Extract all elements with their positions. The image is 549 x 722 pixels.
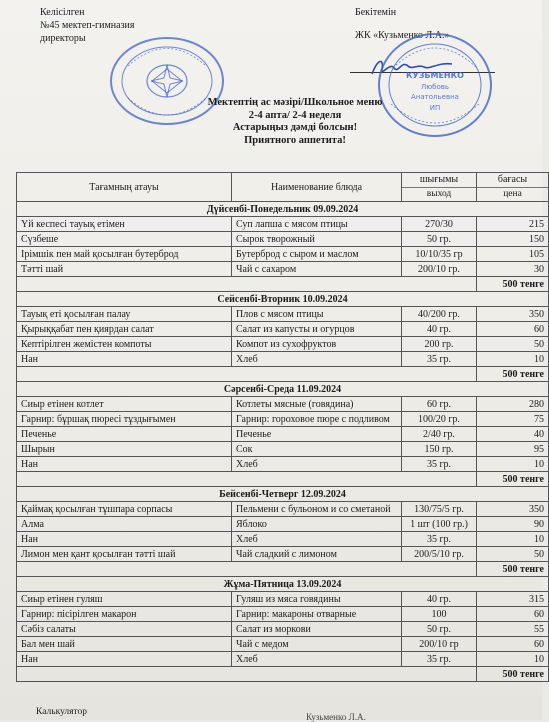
dish-name-kz: Қырыққабат пен қиярдан салат [17, 322, 232, 337]
dish-name-ru: Хлеб [232, 457, 402, 472]
dish-output: 1 шт (100 гр.) [402, 517, 477, 532]
day-total: 500 тенге [477, 472, 549, 487]
dish-name-ru: Сырок творожный [232, 232, 402, 247]
svg-text:ИП: ИП [429, 104, 441, 112]
dish-price: 55 [477, 622, 549, 637]
dish-row [17, 247, 549, 262]
dish-price: 10 [477, 352, 549, 367]
dish-name-ru: Хлеб [232, 532, 402, 547]
dish-output: 270/30 [402, 217, 477, 232]
dish-name-kz: Печенье [17, 427, 232, 442]
dish-name-kz: Ірімшік пен май қосылған бутерброд [17, 247, 232, 262]
dish-row [17, 652, 549, 667]
dish-output: 200/10 гр. [402, 262, 477, 277]
dish-output: 2/40 гр. [402, 427, 477, 442]
dish-name-kz: Нан [17, 532, 232, 547]
day-total: 500 тенге [477, 562, 549, 577]
dish-price: 10 [477, 652, 549, 667]
dish-name-kz: Сәбіз салаты [17, 622, 232, 637]
dish-name-kz: Нан [17, 652, 232, 667]
col-header-output [402, 173, 477, 202]
dish-price: 90 [477, 517, 549, 532]
dish-output: 10/10/35 гр [402, 247, 477, 262]
dish-price: 60 [477, 607, 549, 622]
dish-name-ru: Суп лапша с мясом птицы [232, 217, 402, 232]
col-header-price-kz: бағасы [497, 174, 528, 185]
dish-row [17, 442, 549, 457]
day-title: Жұма-Пятница 13.09.2024 [17, 577, 549, 592]
dish-price: 150 [477, 232, 549, 247]
svg-text:Любовь: Любовь [420, 83, 450, 91]
col-header-kz: Тағамның атауы [17, 173, 232, 202]
dish-name-kz: Сиыр етінен гуляш [17, 592, 232, 607]
dish-name-ru: Компот из сухофруктов [232, 337, 402, 352]
dish-row [17, 307, 549, 322]
dish-price: 350 [477, 307, 549, 322]
dish-name-ru: Чай с сахаром [232, 262, 402, 277]
dish-name-kz: Тәтті шай [17, 262, 232, 277]
dish-name-ru: Хлеб [232, 352, 402, 367]
school-name: №45 мектеп-гимназия [40, 20, 135, 31]
col-header-price [477, 173, 549, 202]
day-title: Дүйсенбі-Понедельник 09.09.2024 [17, 202, 549, 217]
dish-price: 75 [477, 412, 549, 427]
footer-calculator: Калькулятор [36, 707, 88, 717]
menu-table [16, 172, 549, 682]
dish-name-kz: Кептірілген жемістен компоты [17, 337, 232, 352]
menu-table-header [17, 173, 549, 202]
approver-name: ЖК «Кузьменко Л.А.» [355, 30, 450, 41]
day-total-spacer [17, 667, 477, 682]
dish-row [17, 337, 549, 352]
dish-name-kz: Бал мен шай [17, 637, 232, 652]
menu-title-line3: Астарыңыз дәмді болсын! [232, 122, 358, 133]
day-total-row [17, 562, 549, 577]
menu-title-line4: Приятного аппетита! [244, 134, 346, 146]
dish-output: 35 гр. [402, 457, 477, 472]
dish-row [17, 322, 549, 337]
approve-label: Бекітемін [355, 7, 397, 18]
dish-output: 40 гр. [402, 322, 477, 337]
dish-output: 200 гр. [402, 337, 477, 352]
dish-price: 350 [477, 502, 549, 517]
svg-text:КУЗЬМЕНКО: КУЗЬМЕНКО [406, 71, 464, 80]
dish-name-ru: Гарнир: гороховое пюре с подливом [232, 412, 402, 427]
day-total-spacer [17, 472, 477, 487]
dish-row [17, 352, 549, 367]
dish-output: 60 гр. [402, 397, 477, 412]
dish-row [17, 232, 549, 247]
day-total-spacer [17, 562, 477, 577]
menu-table-body [17, 202, 549, 682]
dish-row [17, 607, 549, 622]
dish-output: 150 гр. [402, 442, 477, 457]
dish-price: 60 [477, 637, 549, 652]
dish-row [17, 397, 549, 412]
dish-price: 95 [477, 442, 549, 457]
day-total-row [17, 667, 549, 682]
day-total-spacer [17, 367, 477, 382]
dish-name-ru: Плов с мясом птицы [232, 307, 402, 322]
dish-row [17, 427, 549, 442]
day-title: Сәрсенбі-Среда 11.09.2024 [17, 382, 549, 397]
day-header-row [17, 202, 549, 217]
col-header-output-ru: выход [402, 187, 476, 201]
menu-title [150, 97, 440, 147]
day-total: 500 тенге [477, 367, 549, 382]
day-total: 500 тенге [477, 667, 549, 682]
dish-price: 10 [477, 532, 549, 547]
dish-output: 100 [402, 607, 477, 622]
dish-row [17, 457, 549, 472]
day-title: Бейсенбі-Четверг 12.09.2024 [17, 487, 549, 502]
dish-output: 130/75/5 гр. [402, 502, 477, 517]
day-header-row [17, 487, 549, 502]
dish-name-ru: Чай с медом [232, 637, 402, 652]
dish-output: 100/20 гр. [402, 412, 477, 427]
dish-output: 50 гр. [402, 232, 477, 247]
dish-name-kz: Шырын [17, 442, 232, 457]
menu-title-line1: Мектептің ас мәзірі/Школьное меню [207, 97, 383, 108]
dish-price: 280 [477, 397, 549, 412]
dish-price: 50 [477, 547, 549, 562]
dish-name-ru: Пельмени с бульоном и со сметаной [232, 502, 402, 517]
day-total-row [17, 277, 549, 292]
dish-price: 215 [477, 217, 549, 232]
dish-name-kz: Үй кеспесі тауық етімен [17, 217, 232, 232]
dish-name-kz: Тауық еті қосылған палау [17, 307, 232, 322]
menu-title-line2: 2-4 апта/ 2-4 неделя [248, 109, 342, 121]
dish-output: 40 гр. [402, 592, 477, 607]
day-total: 500 тенге [477, 277, 549, 292]
dish-name-kz: Гарнир: бұршақ пюресі тұздығымен [17, 412, 232, 427]
day-header-row [17, 382, 549, 397]
day-title: Сейсенбі-Вторник 10.09.2024 [17, 292, 549, 307]
svg-text:Анатольевна: Анатольевна [411, 93, 459, 101]
dish-output: 35 гр. [402, 532, 477, 547]
dish-row [17, 637, 549, 652]
day-total-row [17, 472, 549, 487]
dish-output: 50 гр. [402, 622, 477, 637]
day-header-row [17, 292, 549, 307]
dish-row [17, 592, 549, 607]
col-header-ru: Наименование блюда [232, 173, 402, 202]
dish-name-ru: Гуляш из мяса говядины [232, 592, 402, 607]
day-total-row [17, 367, 549, 382]
dish-name-ru: Сок [232, 442, 402, 457]
dish-price: 315 [477, 592, 549, 607]
dish-name-kz: Нан [17, 457, 232, 472]
dish-name-ru: Чай сладкий с лимоном [232, 547, 402, 562]
dish-name-ru: Бутерброд с сыром и маслом [232, 247, 402, 262]
dish-name-kz: Алма [17, 517, 232, 532]
dish-name-kz: Гарнир: пісірілген макарон [17, 607, 232, 622]
dish-output: 35 гр. [402, 652, 477, 667]
col-header-output-kz: шығымы [419, 174, 459, 185]
dish-output: 200/5/10 гр. [402, 547, 477, 562]
dish-row [17, 217, 549, 232]
dish-row [17, 262, 549, 277]
dish-name-ru: Гарнир: макароны отварные [232, 607, 402, 622]
dish-name-kz: Сүзбеше [17, 232, 232, 247]
dish-name-ru: Яблоко [232, 517, 402, 532]
dish-name-ru: Печенье [232, 427, 402, 442]
dish-output: 35 гр. [402, 352, 477, 367]
dish-row [17, 517, 549, 532]
dish-price: 40 [477, 427, 549, 442]
col-header-price-ru: цена [477, 187, 548, 201]
dish-name-kz: Нан [17, 352, 232, 367]
dish-price: 50 [477, 337, 549, 352]
dish-row [17, 502, 549, 517]
day-header-row [17, 577, 549, 592]
dish-output: 40/200 гр. [402, 307, 477, 322]
dish-row [17, 412, 549, 427]
dish-price: 60 [477, 322, 549, 337]
dish-name-kz: Сиыр етінен котлет [17, 397, 232, 412]
dish-name-kz: Лимон мен қант қосылған тәтті шай [17, 547, 232, 562]
dish-price: 10 [477, 457, 549, 472]
dish-row [17, 532, 549, 547]
dish-row [17, 622, 549, 637]
dish-name-kz: Қаймақ қосылған тұшпара сорпасы [17, 502, 232, 517]
director-label: директоры [40, 33, 86, 44]
dish-output: 200/10 гр [402, 637, 477, 652]
footer-signatory: Кузьменко Л.А. [306, 712, 366, 722]
dish-price: 30 [477, 262, 549, 277]
dish-name-ru: Хлеб [232, 652, 402, 667]
day-total-spacer [17, 277, 477, 292]
agreed-label: Келісілген [40, 7, 85, 18]
dish-price: 105 [477, 247, 549, 262]
dish-name-ru: Салат из капусты и огурцов [232, 322, 402, 337]
dish-name-ru: Котлеты мясные (говядина) [232, 397, 402, 412]
dish-name-ru: Салат из моркови [232, 622, 402, 637]
dish-row [17, 547, 549, 562]
